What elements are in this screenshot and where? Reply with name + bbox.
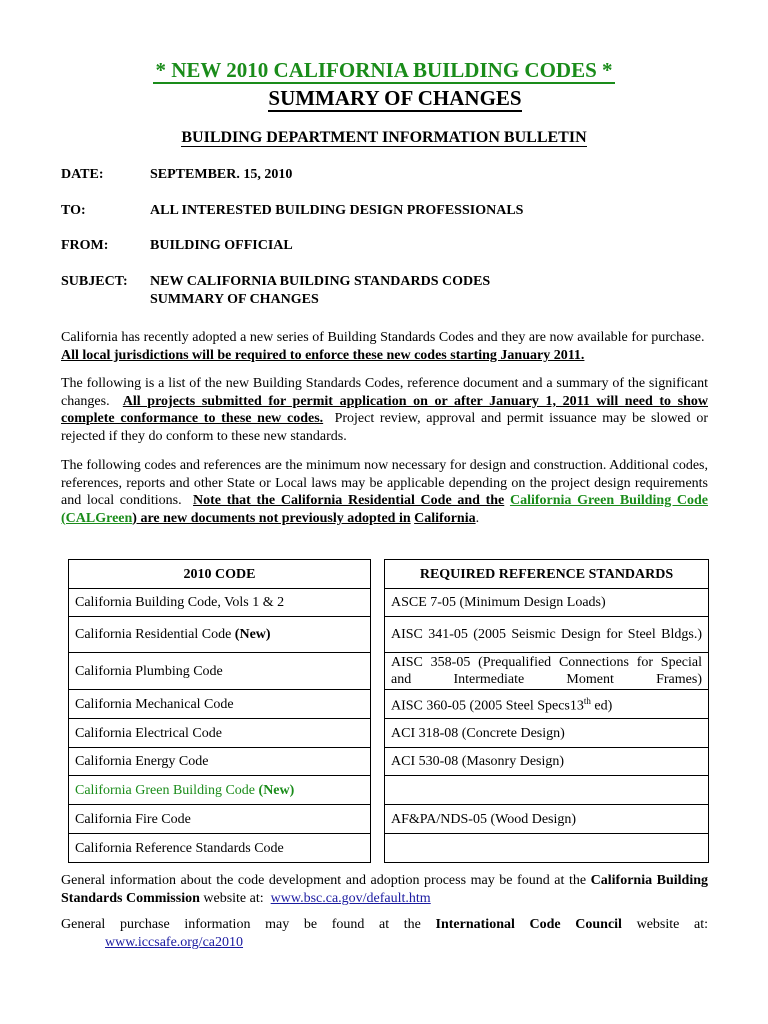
references-table-row xyxy=(385,690,709,719)
paragraph-minimum-text: The following codes and references are the minimum now necessary for design and construction. Additional codes, references, reports and other State or Local laws may be applicable depending on the project design requirements and local conditions. xyxy=(61,458,708,508)
footer-icc-text: General purchase information may be found at the xyxy=(61,917,421,932)
bulletin-heading-text: BUILDING DEPARTMENT INFORMATION BULLETIN xyxy=(181,129,587,146)
paragraph-minimum-emph-c: California xyxy=(414,510,476,526)
icc-website-link[interactable]: www.iccsafe.org/ca2010 xyxy=(105,935,244,950)
paragraph-adoption-text: California has recently adopted a new series of Building Standards Codes and they are now available for purchase. xyxy=(61,330,705,345)
reference-text: AISC 360-05 (2005 Steel Specs13 xyxy=(391,698,584,714)
document-title-text: * NEW 2010 CALIFORNIA BUILDING CODES * xyxy=(155,58,613,82)
paragraph-list-tail: Project review, approval and permit issuance may be slowed or rejected if they do conform to these new standards. xyxy=(61,411,708,444)
bsc-website-link[interactable]: www.bsc.ca.gov/default.htm xyxy=(270,891,431,906)
references-table-header: REQUIRED REFERENCE STANDARDS xyxy=(385,560,709,589)
paragraph-minimum-emph-a: Note that the California Residential Code and the xyxy=(193,493,505,508)
code-name: California Green Building Code xyxy=(75,782,256,798)
memo-date-label: DATE: xyxy=(61,167,104,182)
footer-icc-info xyxy=(61,916,708,952)
codes-table-row: California Fire Code xyxy=(69,805,371,834)
references-table-row: AISC 341-05 (2005 Seismic Design for Steel Bldgs.) xyxy=(385,617,709,653)
paragraph-list-text: The following is a list of the new Building Standards Codes, reference document and a summary of the significant changes. xyxy=(61,376,708,409)
memo-to-value: ALL INTERESTED BUILDING DESIGN PROFESSIONALS xyxy=(150,203,524,218)
references-table-row: AISC 358-05 (Prequalified Connections for Special and Intermediate Moment Frames) xyxy=(385,653,709,690)
memo-from-value: BUILDING OFFICIAL xyxy=(150,238,293,253)
paragraph-adoption-emphasis: All local jurisdictions will be required to enforce these new codes starting January 2011. xyxy=(61,347,585,363)
code-name: California Residential Code xyxy=(75,627,232,642)
footer-bsc-org: California Building Standards Commission xyxy=(61,873,709,906)
paragraph-list-emphasis: All projects submitted for permit application on or after January 1, 2011 will need to show complete conformance to these new codes. xyxy=(61,393,709,426)
reference-text-tail: ed) xyxy=(590,698,613,714)
footer-icc-link-line xyxy=(61,934,708,952)
references-table xyxy=(384,559,709,863)
memo-to-label: TO: xyxy=(61,203,86,218)
references-table-row xyxy=(385,776,709,805)
memo-subject-line1: NEW CALIFORNIA BUILDING STANDARDS CODES xyxy=(150,274,491,289)
paragraph-list-intro xyxy=(61,375,708,445)
new-badge: (New) xyxy=(258,782,295,798)
codes-table-row: California Energy Code xyxy=(69,748,371,776)
footer-icc-mid: website at: xyxy=(636,917,709,932)
new-badge: (New) xyxy=(234,627,271,642)
references-table-row: ASCE 7-05 (Minimum Design Loads) xyxy=(385,589,709,617)
codes-table-row: California Reference Standards Code xyxy=(69,834,371,863)
footer-bsc-info xyxy=(61,872,708,908)
reference-superscript: th xyxy=(583,696,591,707)
references-table-row: ACI 318-08 (Concrete Design) xyxy=(385,719,709,748)
paragraph-adoption xyxy=(61,329,708,364)
paragraph-minimum-period: . xyxy=(475,510,480,526)
paragraph-minimum-emph-green: California Green Building Code (CALGreen xyxy=(61,493,708,526)
codes-table-header: 2010 CODE xyxy=(69,560,371,589)
memo-subject-label: SUBJECT: xyxy=(61,274,128,289)
footer-bsc-mid: website at: xyxy=(203,891,264,906)
references-table-row: ACI 530-08 (Masonry Design) xyxy=(385,748,709,776)
document-title xyxy=(0,58,768,82)
codes-table-row: California Mechanical Code xyxy=(69,690,371,719)
codes-table-row xyxy=(69,617,371,653)
paragraph-minimum xyxy=(61,457,708,527)
codes-table-row: California Building Code, Vols 1 & 2 xyxy=(69,589,371,617)
codes-table-row: California Electrical Code xyxy=(69,719,371,748)
references-table-row xyxy=(385,834,709,863)
document-subtitle xyxy=(0,86,768,110)
codes-table-row: California Plumbing Code xyxy=(69,653,371,690)
bulletin-heading xyxy=(0,128,768,148)
memo-date-value: SEPTEMBER. 15, 2010 xyxy=(150,167,293,182)
codes-table-row xyxy=(69,776,371,805)
paragraph-minimum-emph-b: ) are new documents not previously adopted in xyxy=(132,510,411,526)
memo-subject-line2: SUMMARY OF CHANGES xyxy=(150,292,319,307)
references-table-row: AF&PA/NDS-05 (Wood Design) xyxy=(385,805,709,834)
footer-bsc-text: General information about the code development and adoption process may be found at the xyxy=(61,873,587,888)
footer-icc-line xyxy=(61,916,708,934)
memo-from-label: FROM: xyxy=(61,238,109,253)
codes-table xyxy=(68,559,371,863)
footer-icc-org: International Code Council xyxy=(435,917,622,932)
document-subtitle-text: SUMMARY OF CHANGES xyxy=(268,86,522,110)
